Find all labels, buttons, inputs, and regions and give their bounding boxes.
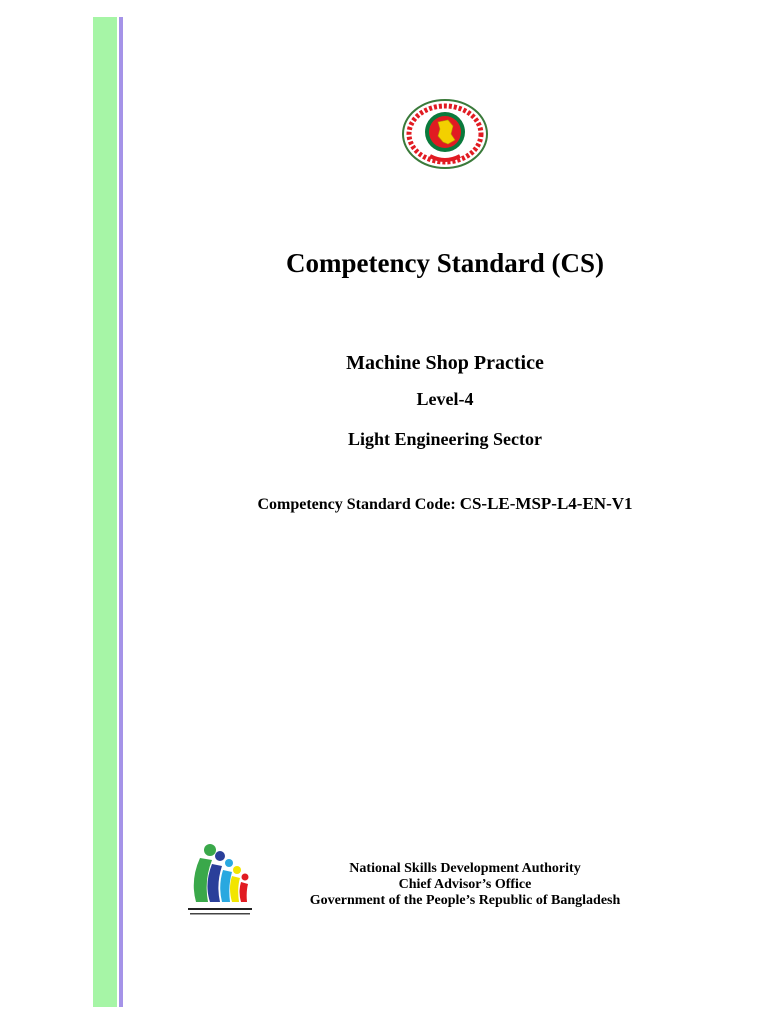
sector-label: Light Engineering Sector	[348, 429, 542, 449]
authority-name: National Skills Development Authority	[349, 861, 581, 876]
nsda-logo-icon	[182, 840, 256, 920]
document-title: Competency Standard (CS)	[285, 248, 604, 278]
office-name: Chief Advisor’s Office	[398, 877, 532, 892]
competency-code-row	[0, 494, 768, 514]
occupation-title: Machine Shop Practice	[346, 352, 544, 374]
competency-code-label: Competency Standard Code:	[257, 496, 460, 513]
government-name: Government of the People’s Republic of Bangladesh	[309, 893, 621, 908]
level-label: Level-4	[416, 389, 474, 409]
bangladesh-government-seal-icon	[400, 98, 490, 170]
issuing-authority-block	[290, 861, 640, 909]
competency-code-value: CS-LE-MSP-L4-EN-V1	[459, 494, 633, 513]
